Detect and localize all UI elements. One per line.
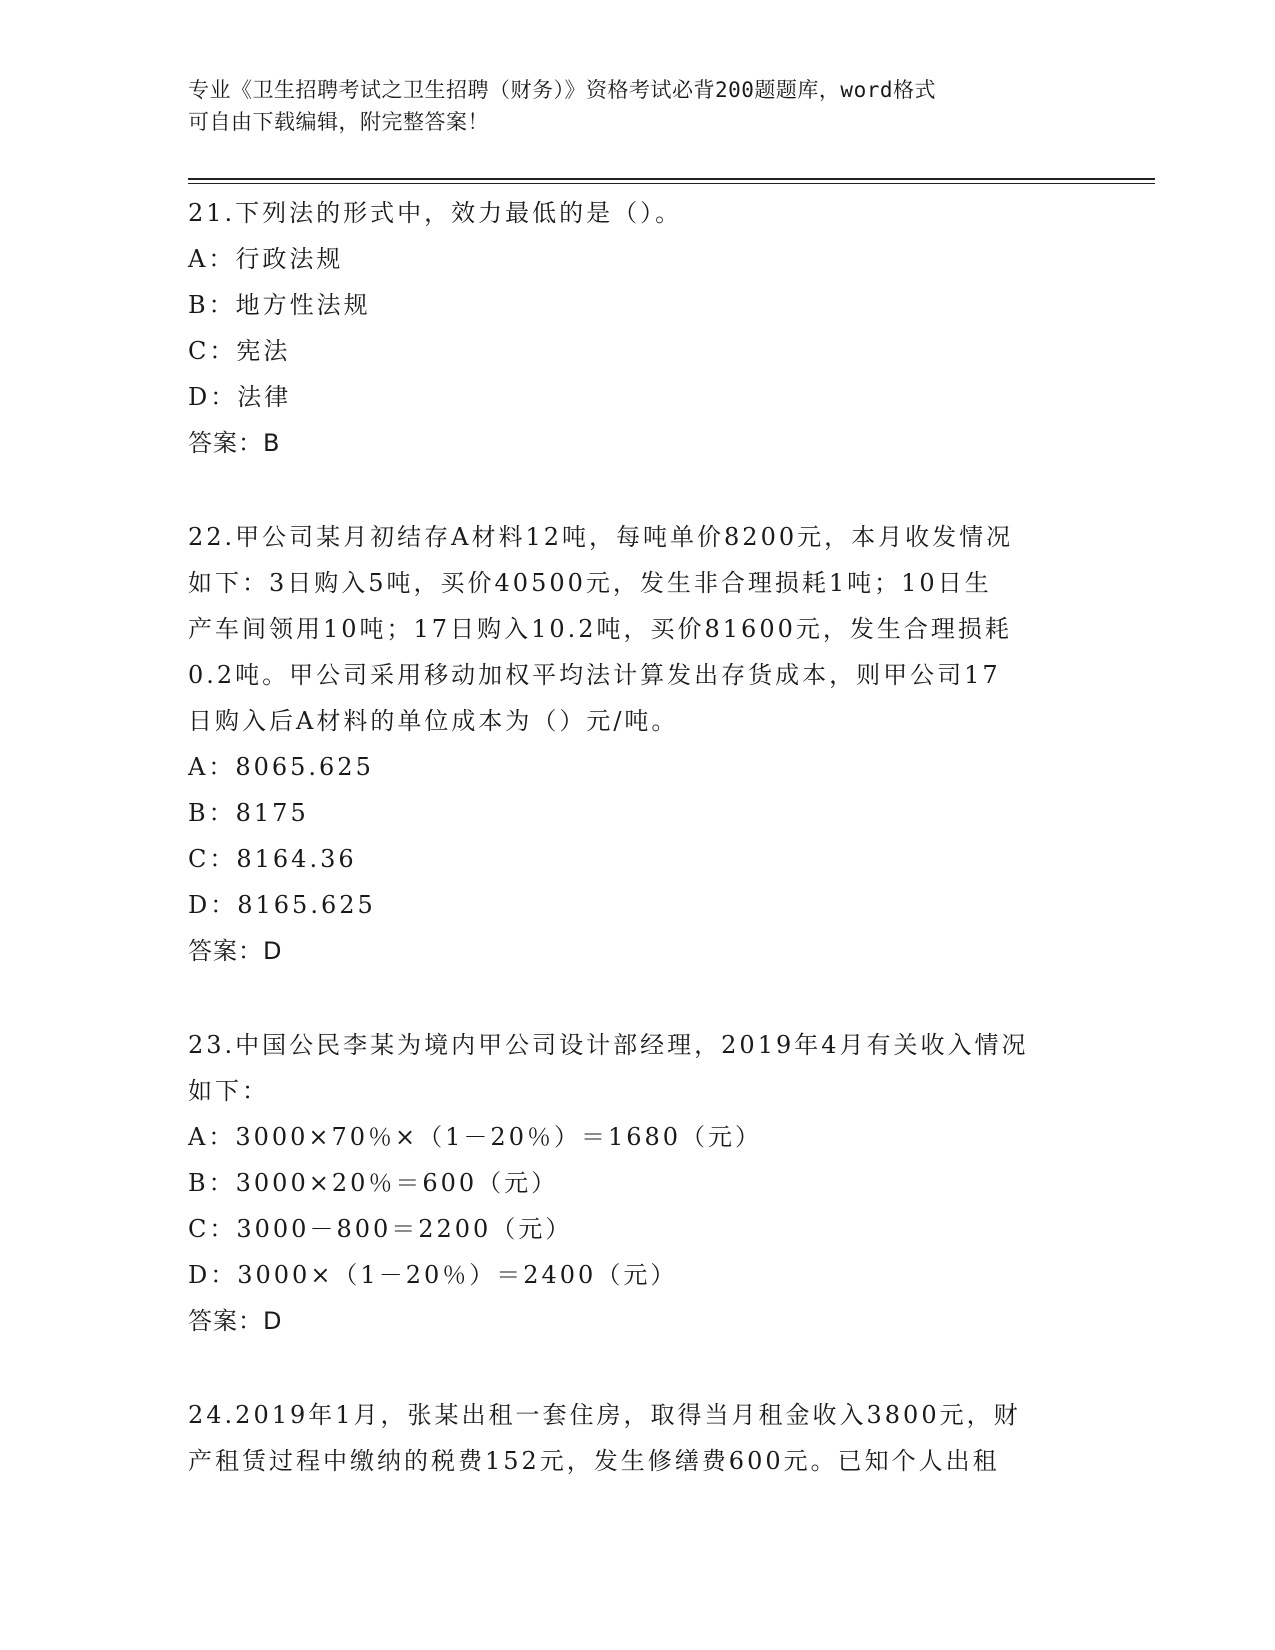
answer-label: 答案：D [188,937,283,965]
stem-line: 0.2吨。甲公司采用移动加权平均法计算发出存货成本，则甲公司17 [188,661,1001,689]
stem-line: 如下： [188,1077,269,1105]
header-line-1: 专业《卫生招聘考试之卫生招聘（财务）》资格考试必背200题题库，word格式 [188,78,936,102]
stem-line: 产租赁过程中缴纳的税费152元，发生修缮费600元。已知个人出租 [188,1447,1000,1475]
question-stem [188,1392,1088,1484]
document-header [188,74,1068,138]
option-a: A：3000×70％×（1－20％）＝1680（元） [188,1123,763,1151]
spacer [188,974,1088,1022]
option-b: B：3000×20％＝600（元） [188,1169,559,1197]
option-d: D：法律 [188,383,292,411]
stem-line: 如下：3日购入5吨，买价40500元，发生非合理损耗1吨；10日生 [188,569,992,597]
option-a: A：8065.625 [188,753,374,781]
header-divider-thin [188,183,1155,184]
stem-line: 22.甲公司某月初结存A材料12吨，每吨单价8200元，本月收发情况 [188,523,1014,551]
question-22 [188,514,1088,974]
answer-label: 答案：B [188,429,281,457]
stem-line: 21.下列法的形式中，效力最低的是（）。 [188,199,683,227]
question-stem [188,190,1088,236]
spacer [188,466,1088,514]
option-d: D：3000×（1－20％）＝2400（元） [188,1261,678,1289]
question-stem [188,1022,1088,1114]
answer-label: 答案：D [188,1307,283,1335]
option-c: C：8164.36 [188,845,357,873]
stem-line: 23.中国公民李某为境内甲公司设计部经理，2019年4月有关收入情况 [188,1031,1029,1059]
option-a: A：行政法规 [188,245,344,273]
option-c: C：宪法 [188,337,291,365]
option-b: B：地方性法规 [188,291,371,319]
spacer [188,1344,1088,1392]
question-24 [188,1392,1088,1484]
stem-line: 日购入后A材料的单位成本为（）元/吨。 [188,707,679,735]
question-23 [188,1022,1088,1344]
question-21 [188,190,1088,466]
header-line-2: 可自由下载编辑，附完整答案！ [188,110,489,134]
option-b: B：8175 [188,799,309,827]
stem-line: 24.2019年1月，张某出租一套住房，取得当月租金收入3800元，财 [188,1401,1021,1429]
stem-line: 产车间领用10吨；17日购入10.2吨，买价81600元，发生合理损耗 [188,615,1012,643]
option-d: D：8165.625 [188,891,376,919]
question-list [188,190,1088,1484]
header-divider-thick [188,178,1155,180]
question-stem [188,514,1088,744]
option-c: C：3000－800＝2200（元） [188,1215,573,1243]
